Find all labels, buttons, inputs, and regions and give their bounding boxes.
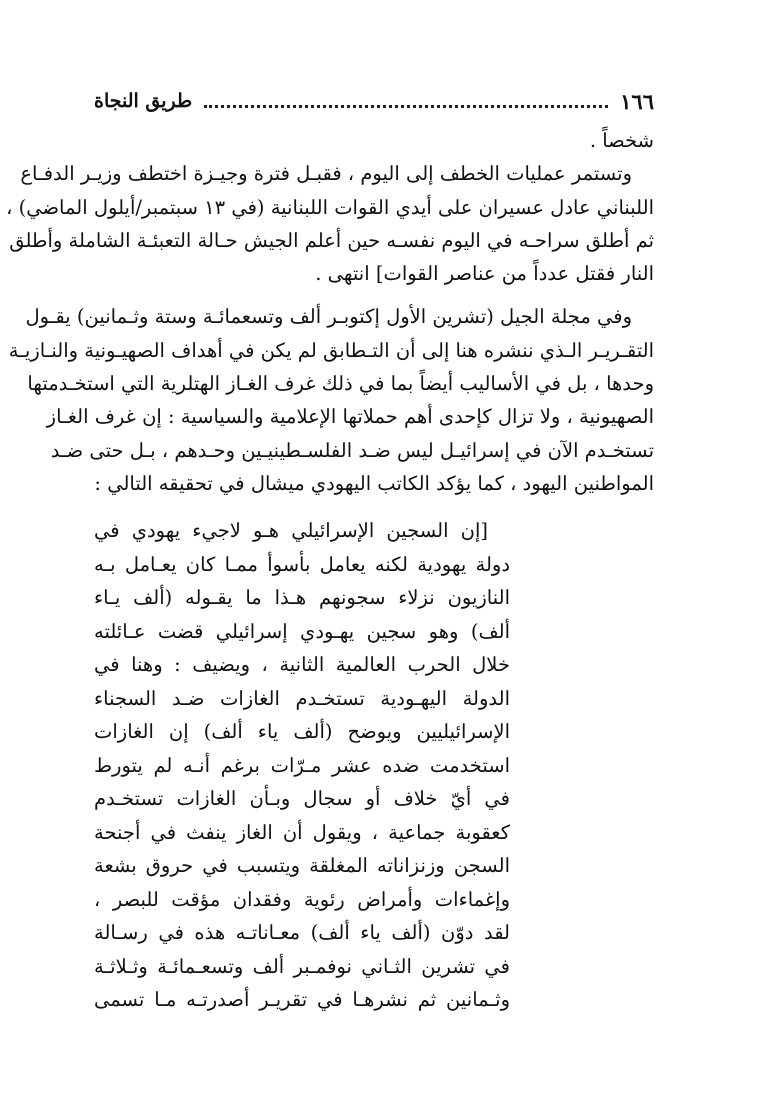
paragraph-2	[6, 157, 654, 290]
running-title: طريق النجاة	[94, 90, 193, 112]
text-line: التقـريـر الـذي ننشره هنا إلى أن التـطابق لم يكن في أهداف الصهيـونية والنـازيـة	[8, 338, 654, 362]
quoted-block	[94, 514, 510, 1017]
text-line: تستخـدم الآن في إسرائيـل ليس ضـد الفلسـطينيـين وحـدهم ، بـل حتى ضـد	[50, 438, 654, 462]
text-line: الصهيونية ، ولا تزال كإحدى أهم حملاتها الإعلامية والسياسية : إن غرف الغـاز	[46, 405, 654, 429]
dot-leader	[204, 105, 608, 108]
quote-line: وإغماءات وأمراض رئوية وفقدان مؤقت للبصر ،	[94, 887, 510, 911]
quote-line: دولة يهودية لكنه يعامل بأسوأ ممـا كان يعـامل بـه	[94, 552, 510, 576]
text-line: شخصاً .	[589, 129, 654, 152]
quote-line: السجن وزنزاناته المغلقة ويتسبب في حروق بشعة	[94, 854, 510, 877]
quote-line: في تشرين الثـاني نوفمـبر ألف وتسعـمائـة وثـلاثـة	[94, 954, 510, 978]
quote-line: ألف) وهو سجين يهـودي إسرائيلي قضت عـائلته	[94, 619, 510, 643]
main-text	[6, 124, 654, 500]
text-line: ثم أطلق سراحـه في اليوم نفسـه حين أعلم الجيش حـالة التعبئـة الشاملة وأطلق	[9, 228, 654, 252]
text-line: وتستمر عمليات الخطف إلى اليوم ، فقبـل فترة وجيـزة اختطف وزيـر الدفـاع	[20, 162, 632, 186]
text-line: النار فقتل عدداً من عناصر القوات] انتهى .	[315, 262, 654, 286]
quote-line: استخدمت ضده عشر مـرّات برغم أنـه لم يتورط	[94, 753, 510, 777]
text-line: اللبناني عادل عسيران على أيدي القوات اللبنانية (في ١٣ سبتمبر/أيلول الماضي) ،	[6, 195, 654, 219]
quote-line: لقد دوّن (ألف ياء ألف) معـاناتـه هذه في رسـالة	[94, 921, 510, 944]
text-line: وحدها ، بل في الأساليب أيضاً بما في ذلك غرف الغـاز الهتلرية التي استخـدمتها	[27, 372, 654, 396]
running-header	[94, 86, 654, 116]
quote-line: الدولة اليهـودية تستخـدم الغازات ضـد السجناء	[94, 686, 510, 710]
paragraph-1	[94, 124, 654, 157]
text-line: وفي مجلة الجيل (تشرين الأول إكتوبـر ألف وتسعمائـة وستة وثـمانين) يقـول	[25, 305, 632, 329]
text-line: المواطنين اليهود ، كما يؤكد الكاتب اليهودي ميشال في تحقيقه التالي :	[94, 471, 654, 495]
page-number: ١٦٦	[620, 88, 654, 114]
quote-line: النازيون نزلاء سجونهم هـذا ما يقـوله (ألف يـاء	[94, 586, 510, 609]
paragraph-3	[8, 300, 654, 500]
quote-line: الإسرائيليين ويوضح (ألف ياء ألف) إن الغازات	[94, 720, 510, 743]
quote-line: في أيّ خلاف أو سجال وبـأن الغازات تستخـدم	[94, 787, 510, 810]
quote-line: وثـمانين ثم نشرهـا في تقريـر أصدرتـه مـا تسمى	[94, 988, 510, 1011]
quote-line: خلال الحرب العالمية الثانية ، ويضيف : وهنا في	[94, 653, 510, 676]
quote-line: [إن السجين الإسرائيلي هـو لاجيء يهودي في	[94, 519, 488, 542]
paragraph-spacer	[94, 290, 654, 300]
quote-line: كعقوبة جماعية ، ويقول أن الغاز ينفث في أجنحة	[94, 820, 510, 844]
